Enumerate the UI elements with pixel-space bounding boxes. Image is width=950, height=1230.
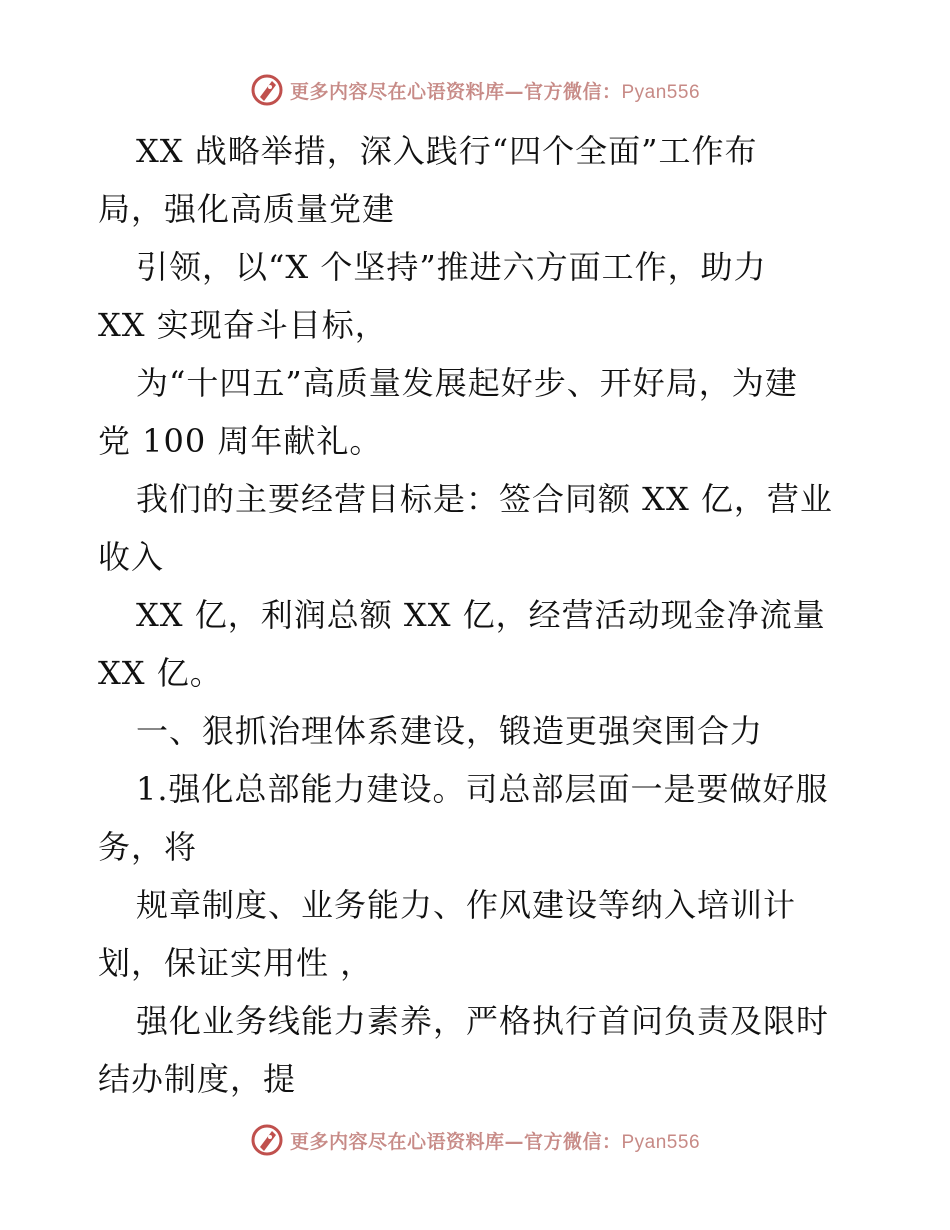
text-line: 划，保证实用性 ， xyxy=(98,944,374,982)
section-heading: 一、狠抓治理体系建设，锻造更强突围合力 xyxy=(136,712,764,750)
watermark-text: 更多内容尽在心语资料库—官方微信：Pyan556 xyxy=(289,80,701,103)
text-line: 为“十四五”高质量发展起好步、开好局，为建 xyxy=(136,364,798,402)
text-line: 局，强化高质量党建 xyxy=(98,190,396,228)
text-line: 结办制度，提 xyxy=(98,1060,297,1098)
text-line: 强化业务线能力素养，严格执行首问负责及限时 xyxy=(136,1002,830,1040)
text-line: 规章制度、业务能力、作风建设等纳入培训计 xyxy=(136,886,797,924)
text-line: 引领，以“X 个坚持”推进六方面工作，助力 xyxy=(136,248,767,286)
text-line: 党 100 周年献礼。 xyxy=(98,422,383,460)
text-line: 1.强化总部能力建设。司总部层面一是要做好服 xyxy=(136,770,829,808)
document-body xyxy=(98,122,858,1108)
text-line: 务，将 xyxy=(98,828,198,866)
text-line: 收入 xyxy=(98,538,165,576)
text-line: XX 战略举措，深入践行“四个全面”工作布 xyxy=(136,132,758,170)
header-watermark xyxy=(0,68,950,112)
pen-nib-logo-icon xyxy=(250,73,284,107)
watermark-text: 更多内容尽在心语资料库—官方微信：Pyan556 xyxy=(289,1130,701,1153)
text-line: 我们的主要经营目标是：签合同额 XX 亿，营业 xyxy=(136,480,833,518)
text-line: XX 亿，利润总额 XX 亿，经营活动现金净流量 xyxy=(136,596,826,634)
footer-watermark xyxy=(0,1118,950,1162)
pen-nib-logo-icon xyxy=(250,1123,284,1157)
text-line: XX 实现奋斗目标， xyxy=(98,306,388,344)
text-line: XX 亿。 xyxy=(98,654,223,692)
